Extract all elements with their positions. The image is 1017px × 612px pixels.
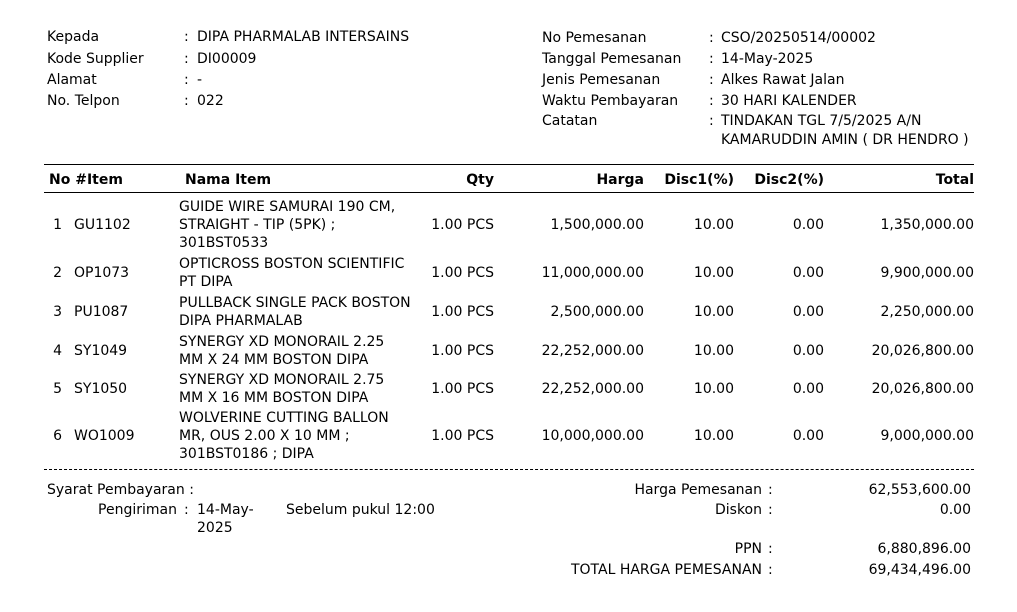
colon: :	[768, 541, 773, 557]
header-harga: Harga	[596, 172, 644, 188]
table-row	[0, 370, 1017, 408]
table-row	[0, 196, 1017, 253]
summary-harga-label: Harga Pemesanan	[634, 482, 762, 498]
item-name-line: GUIDE WIRE SAMURAI 190 CM,	[179, 199, 396, 215]
table-row	[0, 408, 1017, 464]
item-total: 1,350,000.00	[880, 217, 974, 233]
table-row	[0, 253, 1017, 292]
item-disc2: 0.00	[792, 381, 824, 397]
item-code: GU1102	[74, 217, 131, 233]
item-harga: 10,000,000.00	[541, 428, 644, 444]
row-number: 1	[53, 217, 62, 233]
colon: :	[184, 502, 189, 518]
alamat-label: Alamat	[47, 72, 97, 88]
item-name	[179, 409, 389, 463]
summary-ppn-value: 6,880,896.00	[877, 541, 971, 557]
item-disc1: 10.00	[693, 304, 734, 320]
tanggal-label: Tanggal Pemesanan	[542, 51, 682, 67]
item-name-line: 301BST0533	[179, 235, 269, 251]
item-name-line: DIPA PHARMALAB	[179, 313, 303, 329]
item-code: WO1009	[74, 428, 135, 444]
waktu-label: Waktu Pembayaran	[542, 93, 679, 109]
table-row	[0, 292, 1017, 331]
header-qty: Qty	[466, 172, 494, 188]
item-name	[179, 371, 384, 407]
colon: :	[768, 502, 773, 518]
tanggal-value: 14-May-2025	[721, 51, 814, 67]
table-top-rule	[44, 164, 974, 165]
item-name-line: STRAIGHT - TIP (5PK) ;	[179, 217, 336, 233]
item-code: OP1073	[74, 265, 130, 281]
item-total: 9,900,000.00	[880, 265, 974, 281]
item-name	[179, 333, 384, 369]
table-header-rule	[44, 192, 974, 193]
item-qty: 1.00 PCS	[431, 217, 494, 233]
item-harga: 22,252,000.00	[541, 343, 644, 359]
item-name-line: MR, OUS 2.00 X 10 MM ;	[179, 428, 350, 444]
item-total: 9,000,000.00	[880, 428, 974, 444]
summary-ppn-label: PPN	[734, 541, 762, 557]
row-number: 4	[53, 343, 62, 359]
colon: :	[709, 51, 714, 67]
row-number: 2	[53, 265, 62, 281]
telpon-value: 022	[197, 93, 224, 109]
colon: :	[768, 482, 773, 498]
pengiriman-date-line1: 14-May-	[197, 502, 254, 518]
summary-total-label: TOTAL HARGA PEMESANAN	[570, 562, 762, 578]
alamat-value: -	[197, 72, 203, 88]
header-disc2: Disc2(%)	[754, 172, 824, 188]
item-name-line: SYNERGY XD MONORAIL 2.25	[179, 334, 385, 350]
catatan-value-line1: TINDAKAN TGL 7/5/2025 A/N	[721, 113, 922, 129]
item-harga: 1,500,000.00	[550, 217, 644, 233]
item-disc1: 10.00	[693, 428, 734, 444]
colon: :	[709, 113, 714, 129]
kode-supplier-label: Kode Supplier	[47, 51, 144, 67]
item-qty: 1.00 PCS	[431, 265, 494, 281]
item-code: SY1050	[74, 381, 128, 397]
kode-supplier-value: DI00009	[197, 51, 257, 67]
item-harga: 11,000,000.00	[541, 265, 644, 281]
item-name	[179, 198, 395, 252]
item-disc2: 0.00	[792, 265, 824, 281]
item-name-line: MM X 24 MM BOSTON DIPA	[179, 352, 369, 368]
header-nama-item: Nama Item	[185, 172, 272, 188]
item-disc1: 10.00	[693, 265, 734, 281]
colon: :	[184, 72, 189, 88]
item-name-line: MM X 16 MM BOSTON DIPA	[179, 390, 369, 406]
item-disc1: 10.00	[693, 381, 734, 397]
item-name-line: OPTICROSS BOSTON SCIENTIFIC	[179, 256, 405, 272]
item-disc2: 0.00	[792, 304, 824, 320]
no-pemesanan-value: CSO/20250514/00002	[721, 30, 876, 46]
item-name-line: 301BST0186 ; DIPA	[179, 446, 314, 462]
item-qty: 1.00 PCS	[431, 428, 494, 444]
header-total: Total	[935, 172, 974, 188]
no-pemesanan-label: No Pemesanan	[542, 30, 647, 46]
item-qty: 1.00 PCS	[431, 304, 494, 320]
table-bottom-rule	[44, 469, 974, 470]
catatan-label: Catatan	[542, 113, 598, 129]
jenis-value: Alkes Rawat Jalan	[721, 72, 845, 88]
header-no-item: No #Item	[49, 172, 123, 188]
summary-diskon-label: Diskon	[714, 502, 762, 518]
header-disc1: Disc1(%)	[664, 172, 734, 188]
kepada-value: DIPA PHARMALAB INTERSAINS	[197, 29, 410, 45]
row-number: 6	[53, 428, 62, 444]
colon: :	[709, 30, 714, 46]
syarat-pembayaran-label: Syarat Pembayaran :	[47, 482, 194, 498]
pengiriman-note: Sebelum pukul 12:00	[286, 502, 435, 518]
colon: :	[709, 93, 714, 109]
colon: :	[709, 72, 714, 88]
waktu-value: 30 HARI KALENDER	[721, 93, 857, 109]
colon: :	[184, 51, 189, 67]
pengiriman-label: Pengiriman	[98, 502, 177, 518]
row-number: 5	[53, 381, 62, 397]
item-code: SY1049	[74, 343, 128, 359]
item-disc2: 0.00	[792, 343, 824, 359]
summary-total-value: 69,434,496.00	[868, 562, 971, 578]
kepada-label: Kepada	[47, 29, 100, 45]
item-name-line: PULLBACK SINGLE PACK BOSTON	[179, 295, 411, 311]
item-disc2: 0.00	[792, 428, 824, 444]
colon: :	[184, 93, 189, 109]
item-harga: 22,252,000.00	[541, 381, 644, 397]
item-name	[179, 255, 404, 291]
item-name-line: SYNERGY XD MONORAIL 2.75	[179, 372, 385, 388]
colon: :	[184, 29, 189, 45]
item-disc1: 10.00	[693, 217, 734, 233]
summary-diskon-value: 0.00	[939, 502, 971, 518]
summary-harga-value: 62,553,600.00	[868, 482, 971, 498]
item-disc1: 10.00	[693, 343, 734, 359]
item-total: 20,026,800.00	[871, 343, 974, 359]
colon: :	[768, 562, 773, 578]
item-name-line: WOLVERINE CUTTING BALLON	[179, 410, 389, 426]
item-name-line: PT DIPA	[179, 274, 233, 290]
item-qty: 1.00 PCS	[431, 381, 494, 397]
jenis-label: Jenis Pemesanan	[542, 72, 661, 88]
row-number: 3	[53, 304, 62, 320]
item-code: PU1087	[74, 304, 129, 320]
table-row	[0, 331, 1017, 370]
item-harga: 2,500,000.00	[550, 304, 644, 320]
pengiriman-date-line2: 2025	[197, 520, 233, 536]
telpon-label: No. Telpon	[47, 93, 120, 109]
item-total: 20,026,800.00	[871, 381, 974, 397]
item-total: 2,250,000.00	[880, 304, 974, 320]
item-name	[179, 294, 411, 330]
catatan-value-line2: KAMARUDDIN AMIN ( DR HENDRO )	[721, 132, 969, 148]
item-disc2: 0.00	[792, 217, 824, 233]
item-qty: 1.00 PCS	[431, 343, 494, 359]
